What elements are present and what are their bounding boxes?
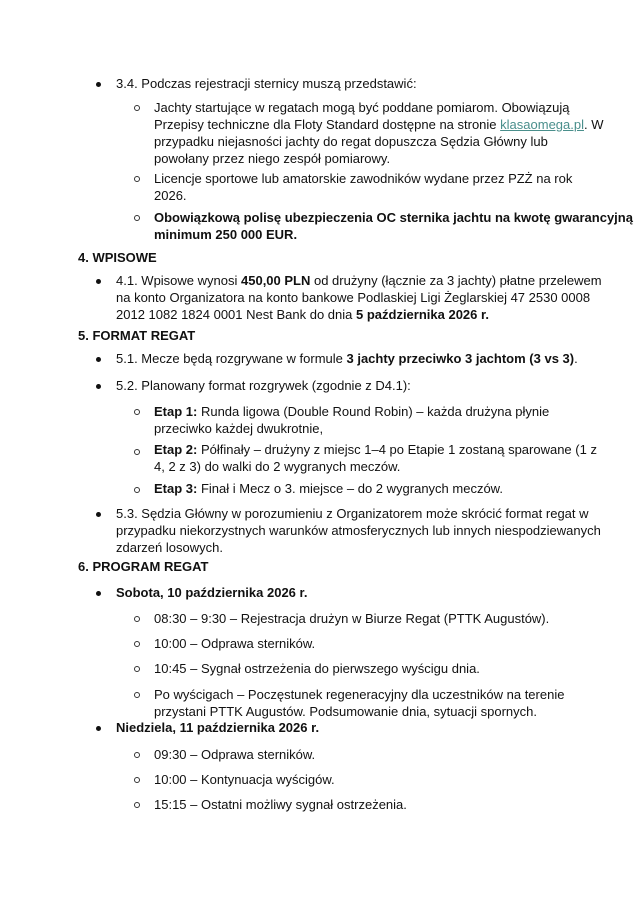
stage-2-line-2: 4, 2 z 3) do walki do 2 wygranych meczów. [154, 459, 401, 474]
day-2-item-3: 15:15 – Ostatni możliwy sygnał ostrzeżenia. [154, 797, 407, 812]
license-line-2: 2026. [154, 188, 187, 203]
shorten-line-1: 5.3. Sędzia Główny w porozumieniu z Organizatorem może skrócić format regat w [116, 506, 589, 521]
stage-2-text: Półfinały – drużyny z miejsc 1–4 po Etapie 1 zostaną sparowane (1 z [197, 442, 597, 457]
insurance-line-1: Obowiązkową polisę ubezpieczenia OC sternika jachtu na kwotę gwarancyjną [154, 210, 633, 225]
bullet-icon [96, 82, 101, 87]
stage-1-line-1 [154, 403, 549, 420]
bullet-icon [96, 726, 101, 731]
circle-bullet-icon [134, 409, 140, 415]
day-2-item-1: 09:30 – Odprawa sterników. [154, 747, 316, 762]
format-line [116, 350, 578, 367]
measurement-line-2 [154, 116, 603, 133]
stage-2-label: Etap 2: [154, 442, 198, 457]
section-3-4-text: 3.4. Podczas rejestracji sternicy muszą przedstawić: [116, 76, 417, 91]
circle-bullet-icon [134, 802, 140, 808]
stage-2-line-1 [154, 441, 597, 458]
stage-3-line-1 [154, 480, 503, 497]
stage-3-label: Etap 3: [154, 481, 198, 496]
day-1-title: Sobota, 10 października 2026 r. [116, 585, 308, 600]
stage-3-text: Finał i Mecz o 3. miejsce – do 2 wygranych meczów. [197, 481, 503, 496]
measurement-line-2a: Przepisy techniczne dla Floty Standard dostępne na stronie [154, 117, 501, 132]
circle-bullet-icon [134, 777, 140, 783]
bullet-icon [96, 512, 101, 517]
format-line-c: . [574, 351, 578, 366]
fee-line-1a: 4.1. Wpisowe wynosi [116, 273, 241, 288]
fee-line-1 [116, 272, 602, 289]
heading-format-regat: 5. FORMAT REGAT [78, 328, 196, 343]
measurement-line-2b: . W [583, 117, 604, 132]
fee-deadline: 5 października 2026 r. [355, 307, 489, 322]
bullet-icon [96, 591, 101, 596]
bullet-icon [96, 357, 101, 362]
day-1-item-4-line-1: Po wyścigach – Poczęstunek regeneracyjny dla uczestników na terenie [154, 687, 565, 702]
fee-line-1c: od drużyny (łącznie za 3 jachty) płatne przelewem [310, 273, 602, 288]
fee-amount: 450,00 PLN [241, 273, 311, 288]
day-1-item-3: 10:45 – Sygnał ostrzeżenia do pierwszego wyścigu dnia. [154, 661, 480, 676]
day-1-item-4-line-2: przystani PTTK Augustów. Podsumowanie dnia, sytuacji spornych. [154, 704, 537, 719]
bullet-icon [96, 384, 101, 389]
shorten-line-3: zdarzeń losowych. [116, 540, 223, 555]
circle-bullet-icon [134, 449, 140, 455]
schedule-format-text: 5.2. Planowany format rozgrywek (zgodnie z D4.1): [116, 378, 411, 393]
circle-bullet-icon [134, 616, 140, 622]
measurement-line-1: Jachty startujące w regatach mogą być poddane pomiarom. Obowiązują [154, 100, 570, 115]
bullet-icon [96, 279, 101, 284]
day-1-item-1: 08:30 – 9:30 – Rejestracja drużyn w Biurze Regat (PTTK Augustów). [154, 611, 550, 626]
circle-bullet-icon [134, 692, 140, 698]
stage-1-line-2: przeciwko każdej dwukrotnie, [154, 421, 324, 436]
circle-bullet-icon [134, 641, 140, 647]
circle-bullet-icon [134, 176, 140, 182]
stage-1-label: Etap 1: [154, 404, 198, 419]
klasaomega-link[interactable]: klasaomega.pl [500, 117, 584, 132]
stage-1-text: Runda ligowa (Double Round Robin) – każda drużyna płynie [197, 404, 550, 419]
license-line-1: Licencje sportowe lub amatorskie zawodników wydane przez PZŻ na rok [154, 171, 573, 186]
fee-line-2: na konto Organizatora na konto bankowe Podlaskiej Ligi Żeglarskiej 47 2530 0008 [116, 290, 591, 305]
day-1-item-2: 10:00 – Odprawa sterników. [154, 636, 316, 651]
measurement-line-4: powołany przez niego zespół pomiarowy. [154, 151, 391, 166]
heading-wpisowe: 4. WPISOWE [78, 250, 157, 265]
circle-bullet-icon [134, 105, 140, 111]
measurement-line-3: przypadku niejasności jachty do regat dopuszcza Sędzia Główny lub [154, 134, 548, 149]
heading-program-regat: 6. PROGRAM REGAT [78, 559, 209, 574]
fee-line-3 [116, 306, 489, 323]
day-2-item-2: 10:00 – Kontynuacja wyścigów. [154, 772, 335, 787]
circle-bullet-icon [134, 215, 140, 221]
format-bold: 3 jachty przeciwko 3 jachtom (3 vs 3) [346, 351, 575, 366]
circle-bullet-icon [134, 752, 140, 758]
circle-bullet-icon [134, 487, 140, 493]
insurance-line-2: minimum 250 000 EUR. [154, 227, 298, 242]
circle-bullet-icon [134, 666, 140, 672]
format-line-a: 5.1. Mecze będą rozgrywane w formule [116, 351, 347, 366]
fee-line-3a: 2012 1082 1824 0001 Nest Bank do dnia [116, 307, 356, 322]
shorten-line-2: przypadku niekorzystnych warunków atmosferycznych lub innych niespodziewanych [116, 523, 601, 538]
day-2-title: Niedziela, 11 października 2026 r. [116, 720, 320, 735]
